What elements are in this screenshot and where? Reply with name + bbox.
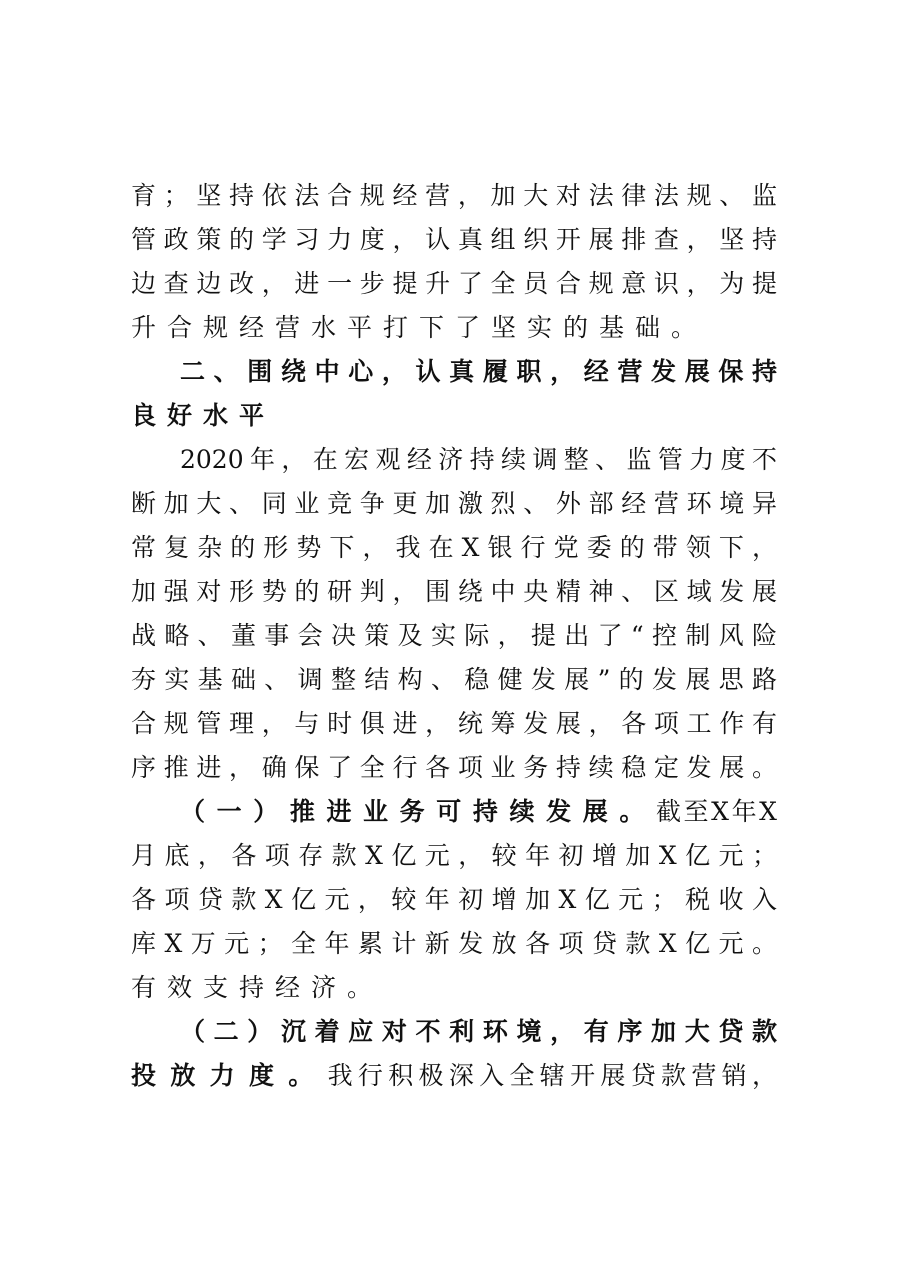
paragraph-3-line-4: 库​X​万​元​；​全​年​累​计​新​发​放​各​项​贷​款​X​亿​元​。: [131, 929, 777, 958]
paragraph-2-line-4: 加​强​对​形​势​的​研​判​，​围​绕​中​央​精​神​、​区​域​发​展: [131, 577, 777, 606]
paragraph-2-line-7: 合​规​管​理​，​与​时​俱​进​，​统​筹​发​展​，​各​项​工​作​有: [131, 709, 777, 738]
paragraph-3-bold-lead: （一）推进业务可持续发展。: [180, 797, 656, 826]
section-heading-2-line-1: 二​、​围​绕​中​心​，​认​真​履​职​，​经​营​发​展​保​持: [180, 357, 777, 386]
paragraph-3-line-1-rest: 截至X年X: [655, 797, 777, 826]
paragraph-2-line-2: 断​加​大​、​同​业​竞​争​更​加​激​烈​、​外​部​经​营​环​境​异: [131, 489, 777, 518]
paragraph-4-line-1: （​二​）​沉​着​应​对​不​利​环​境​，​有​序​加​大​贷​款: [180, 1017, 777, 1046]
paragraph-1-line-1: 育​；​坚​持​依​法​合​规​经​营​，​加​大​对​法​律​法​规​、​监: [131, 181, 777, 210]
paragraph-3-line-5: 有效支持经济。: [131, 973, 384, 1002]
paragraph-1-line-3: 边​查​边​改​，​进​一​步​提​升​了​全​员​合​规​意​识​，​为​提: [131, 269, 777, 298]
paragraph-3-line-2: 月​底​，​各​项​存​款​X​亿​元​，​较​年​初​增​加​X​亿​元​；: [131, 841, 777, 870]
paragraph-2-line-6: 夯​实​基​础​、​调​整​结​构​、​稳​健​发​展​”​的​发​展​思​路: [131, 665, 777, 694]
paragraph-1-line-4: 升合规经营水平打下了坚实的基础。: [131, 313, 708, 342]
paragraph-4-line-2-rest: 我行积极深入全辖开展贷款营销，: [327, 1061, 777, 1090]
paragraph-4-line-2: [131, 1059, 777, 1093]
paragraph-2-line-1: 2​0​2​0​年​，​在​宏​观​经​济​持​续​调​整​、​监​管​力​度​不: [180, 445, 777, 474]
paragraph-2-line-5: 战​略​、​董​事​会​决​策​及​实​际​，​提​出​了​“​控​制​风​险: [131, 621, 777, 650]
paragraph-1-line-2: 管​政​策​的​学​习​力​度​，​认​真​组​织​开​展​排​查​，​坚​持: [131, 225, 777, 254]
paragraph-3-line-1: [180, 795, 777, 829]
paragraph-2-line-8: 序​推​进​，​确​保​了​全​行​各​项​业​务​持​续​稳​定​发​展​。: [131, 753, 777, 782]
paragraph-3-line-3: 各​项​贷​款​X​亿​元​，​较​年​初​增​加​X​亿​元​；​税​收​入: [131, 885, 777, 914]
section-heading-2-line-2: 良好水平: [131, 401, 276, 430]
paragraph-4-bold-lead: 投放力度。: [131, 1061, 328, 1090]
paragraph-2-line-3: 常​复​杂​的​形​势​下​，​我​在​X​银​行​党​委​的​带​领​下​，: [131, 533, 777, 562]
